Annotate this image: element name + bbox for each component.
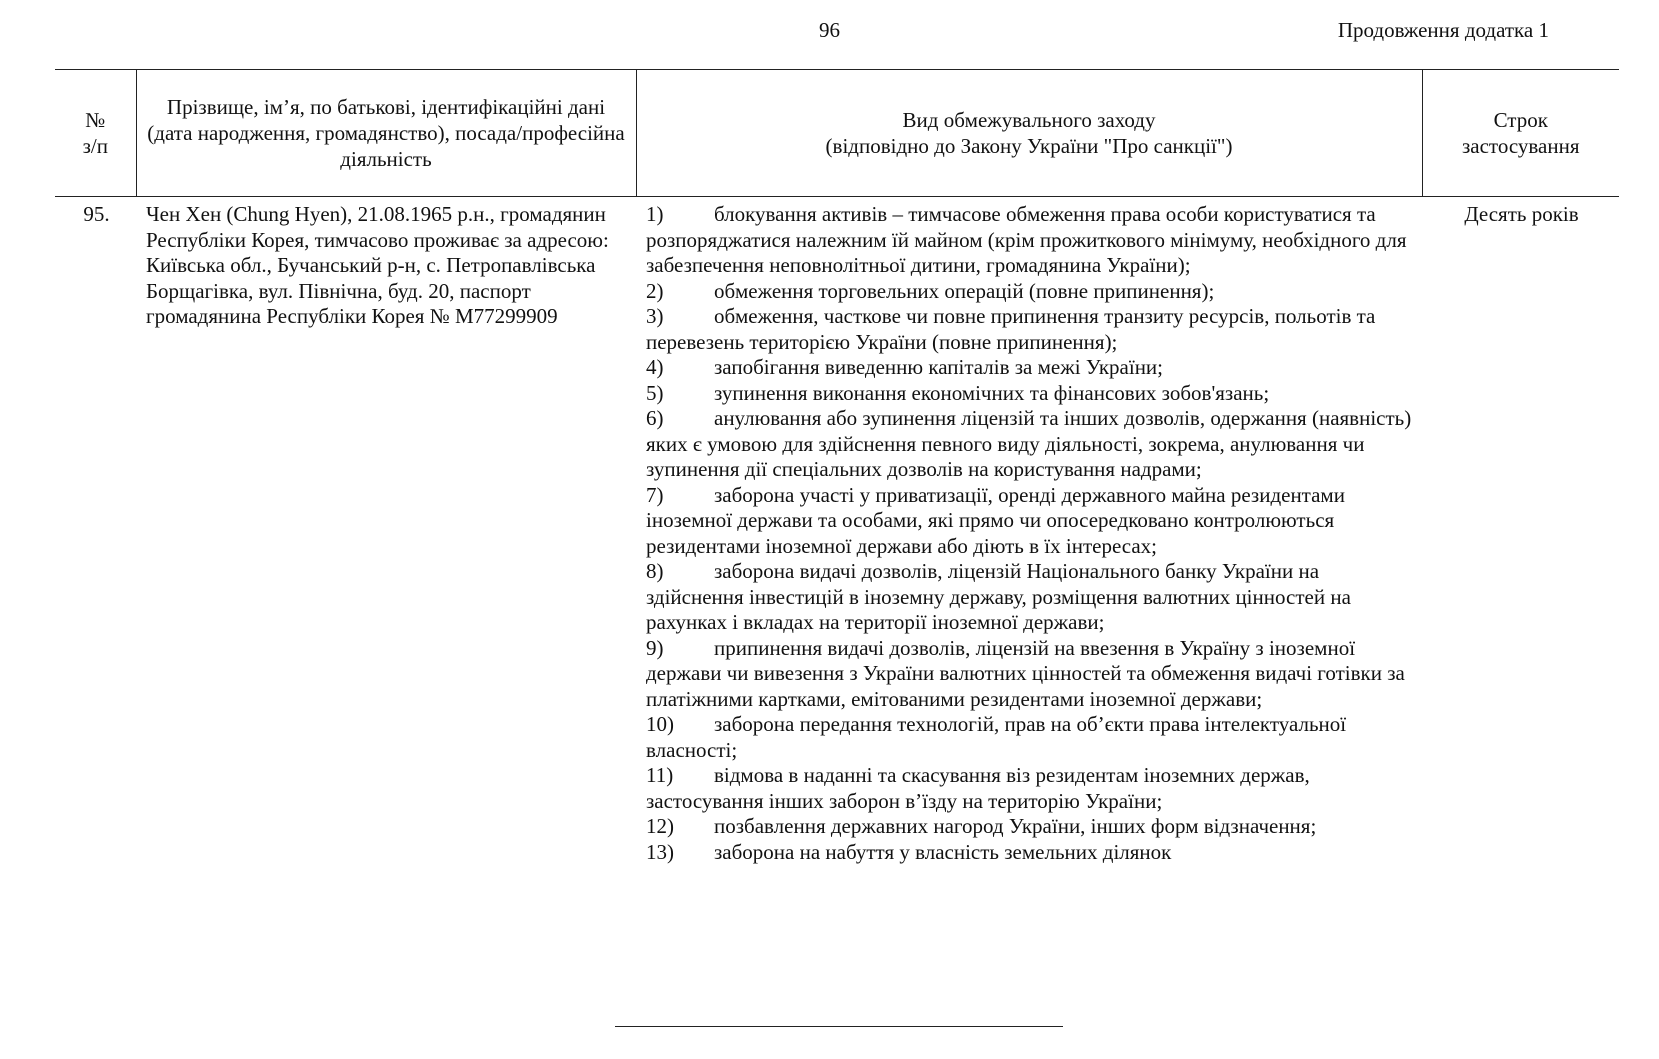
measure-item	[646, 483, 1414, 560]
measure-item	[646, 814, 1414, 840]
measure-item	[646, 840, 1414, 866]
measure-item-text: блокування активів – тимчасове обмеження права особи користуватися та розпоряджатися належним їй майном (крім прожиткового мінімуму, необхідного для забезпечення неповнолітньої дитини, громадянина України);	[646, 202, 1407, 277]
measure-item	[646, 355, 1414, 381]
measure-item-number: 7)	[646, 482, 664, 507]
measure-item-number: 8)	[646, 559, 664, 583]
measure-item-text: анулювання або зупинення ліцензій та інших дозволів, одержання (наявність) яких є умовою для здійснення певного виду діяльності, зокрема, анулювання чи зупинення дії спеціальних дозволів на користування надрами;	[646, 406, 1412, 481]
column-header-measure-line1: Вид обмежувального заходу	[902, 108, 1156, 132]
measure-item	[646, 381, 1414, 407]
measure-item-number: 6)	[646, 406, 664, 430]
measure-item	[646, 304, 1414, 355]
measure-item	[646, 712, 1414, 763]
column-header-measure-line2: (відповідно до Закону України "Про санкції")	[825, 134, 1233, 158]
measure-item-number: 2)	[646, 278, 664, 303]
measure-item-number: 5)	[646, 380, 664, 405]
row-number: 95.	[83, 202, 110, 226]
measure-item-text: заборона видачі дозволів, ліцензій Національного банку України на здійснення інвестицій в іноземну державу, розміщення валютних цінностей на рахунках і вкладах на території іноземної держави;	[646, 559, 1351, 634]
measure-item-number: 13)	[646, 839, 674, 864]
measure-item	[646, 763, 1414, 814]
measure-item-text: обмеження, часткове чи повне припинення транзиту ресурсів, польотів та перевезень територією України (повне припинення);	[646, 304, 1376, 354]
column-header-measure	[636, 70, 1422, 197]
person-details: Чен Хен (Chung Hyen), 21.08.1965 р.н., громадянин Республіки Корея, тимчасово проживає за адресою: Київська обл., Бучанський р-н, с. Петропавлівська Борщагівка, вул. Північна, буд. 20, паспорт громадянина Республіки Корея № M77299909	[146, 202, 609, 328]
measure-item	[646, 559, 1414, 636]
measure-item	[646, 636, 1414, 713]
measure-item-number: 4)	[646, 355, 664, 379]
measure-item-number: 12)	[646, 814, 674, 838]
measure-item	[646, 202, 1414, 279]
measure-item-number: 9)	[646, 635, 664, 660]
page-number: 96	[819, 18, 840, 42]
appendix-continuation-label: Продовження додатка 1	[1337, 18, 1549, 42]
measure-item-number: 1)	[646, 202, 664, 226]
measure-item-text: зупинення виконання економічних та фінансових зобов'язань;	[714, 380, 1270, 405]
measure-item-number: 10)	[646, 712, 674, 736]
column-header-number: № з/п	[55, 70, 136, 197]
measure-item	[646, 279, 1414, 305]
measure-item-number: 11)	[646, 763, 674, 787]
measure-item-text: позбавлення державних нагород України, інших форм відзначення;	[714, 814, 1317, 838]
measure-item-text: заборона на набуття у власність земельних ділянок	[714, 839, 1172, 864]
sanctions-table	[55, 69, 1619, 865]
measure-item-text: заборона участі у приватизації, оренді державного майна резидентами іноземної держави та особами, які прямо чи опосередковано контролюються резидентами іноземної держави або діють в їх інтересах;	[646, 482, 1345, 558]
footer-rule	[615, 1026, 1063, 1027]
column-header-person: Прізвище, ім’я, по батькові, ідентифікаційні дані (дата народження, громадянство), посада/професійна діяльність	[136, 70, 636, 197]
measure-item-text: обмеження торговельних операцій (повне припинення);	[714, 278, 1215, 303]
measure-item-number: 3)	[646, 304, 664, 328]
measure-item-text: заборона передання технологій, прав на об’єкти права інтелектуальної власності;	[646, 712, 1347, 762]
column-header-term: Строк застосування	[1422, 70, 1619, 197]
measure-item-text: запобігання виведенню капіталів за межі України;	[714, 355, 1164, 379]
measure-item-text: припинення видачі дозволів, ліцензій на ввезення в Україну з іноземної держави чи вивезення з України валютних цінностей та обмеження видачі готівки за платіжними картками, емітованими резидентами іноземної держави;	[646, 635, 1405, 711]
table-header-row	[55, 70, 1619, 197]
measure-list	[636, 197, 1422, 866]
table-row	[55, 197, 1619, 866]
measure-item	[646, 406, 1414, 483]
term-value: Десять років	[1464, 202, 1579, 226]
measure-item-text: відмова в наданні та скасування віз резидентам іноземних держав, застосування інших заборон в’їзду на територію України;	[646, 763, 1310, 813]
